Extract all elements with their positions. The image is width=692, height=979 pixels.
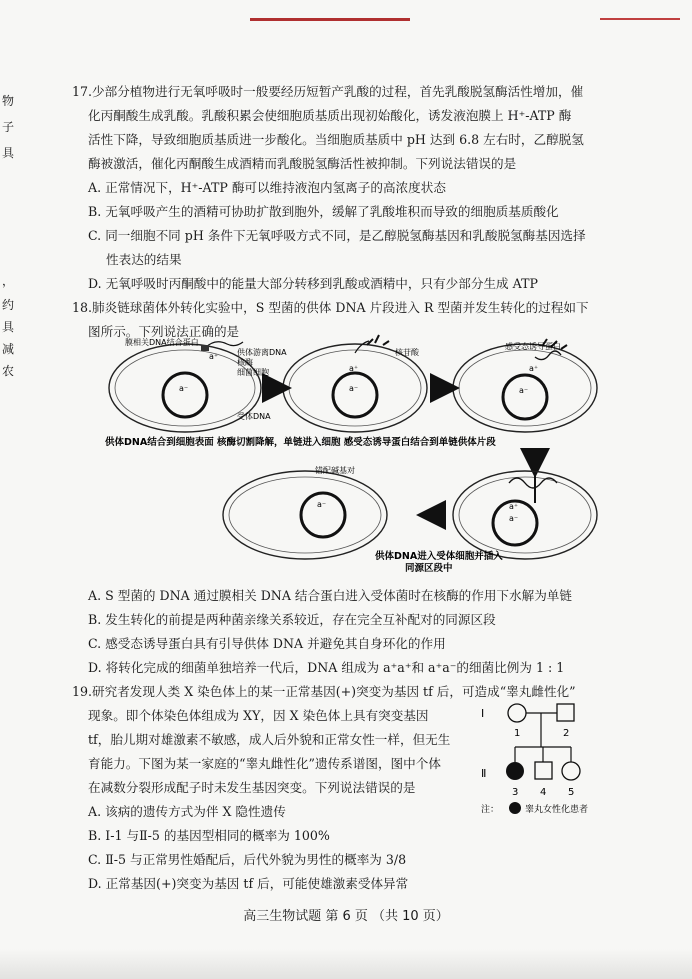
- gene-label: a⁻: [317, 500, 327, 509]
- question-17-option-a: A. 正常情况下，H⁺-ATP 酶可以维持液泡内氢离子的高浓度状态: [88, 180, 446, 195]
- recipient-dna-circle: [333, 373, 377, 417]
- scan-shadow: [0, 949, 692, 979]
- gene-label: a⁻: [519, 386, 529, 395]
- margin-char: 约: [2, 298, 15, 312]
- label-competence-protein: 感受态诱导蛋白: [505, 342, 561, 351]
- legend-prefix: 注：: [481, 805, 500, 815]
- label-mismatch: 错配碱基对: [315, 466, 355, 475]
- individual-II-5-female: [562, 762, 580, 780]
- figure-caption-row1: 供体DNA结合到细胞表面 核酶切割降解，单链进入细胞 感受态诱导蛋白结合到单链供体片段: [105, 437, 496, 448]
- individual-number: 3: [512, 787, 519, 798]
- gene-label: a⁺: [509, 502, 519, 511]
- gene-label: a⁻: [179, 384, 189, 393]
- margin-char: ，: [2, 274, 15, 288]
- generation-label-1: Ⅰ: [481, 707, 485, 720]
- margin-char: 物: [2, 94, 15, 108]
- recipient-dna-circle: [503, 375, 547, 419]
- individual-II-4-male: [535, 762, 552, 779]
- gene-label: a⁺: [529, 364, 539, 373]
- individual-number: 1: [514, 728, 521, 739]
- question-19-option-a: A. 该病的遗传方式为伴 X 隐性遗传: [88, 804, 286, 819]
- gene-label: a⁺: [349, 364, 359, 373]
- question-18-stem-line: 18.肺炎链球菌体外转化实验中，S 型菌的供体 DNA 片段进入 R 型菌并发生转化的过程如下: [72, 300, 589, 315]
- recipient-dna-circle: [163, 373, 207, 417]
- question-19-stem-line: 19.研究者发现人类 X 染色体上的某一正常基因(+)突变为基因 tf 后，可造成“睾丸雌性化”: [72, 684, 576, 699]
- individual-I-2-male: [557, 704, 574, 721]
- label-cell-membrane: 细菌细胞: [237, 368, 269, 377]
- individual-number: 2: [563, 728, 570, 739]
- question-17-option-b: B. 无氧呼吸产生的酒精可协助扩散到胞外，缓解了乳酸堆积而导致的细胞质基质酸化: [88, 204, 559, 219]
- generation-label-2: Ⅱ: [481, 767, 487, 780]
- label-free-dna: 供体游离DNA: [237, 348, 287, 357]
- label-recipient-dna: 受体DNA: [237, 412, 271, 421]
- label-nucleotide: 核苷酸: [395, 348, 419, 357]
- question-19-stem-line: 育能力。下图为某一家庭的“睾丸雌性化”遗传系谱图，图中个体: [88, 756, 441, 771]
- question-19-option-b: B. Ⅰ-1 与Ⅱ-5 的基因型相同的概率为 100%: [88, 828, 330, 843]
- question-17-stem-line: 化丙酮酸生成乳酸。乳酸积累会使细胞质基质出现初始酸化，诱发液泡膜上 H⁺-ATP 酶: [88, 108, 572, 123]
- question-18-option-b: B. 发生转化的前提是两种菌亲缘关系较近，存在完全互补配对的同源区段: [88, 612, 496, 627]
- margin-char: 具: [2, 146, 15, 160]
- question-19-stem-line: 现象。即个体染色体组成为 XY，因 X 染色体上具有突变基因: [88, 708, 429, 723]
- legend-text: 睾丸女性化患者: [525, 805, 589, 815]
- legend-affected-icon: [509, 802, 521, 814]
- margin-char: 具: [2, 320, 15, 334]
- question-18-option-c: C. 感受态诱导蛋白具有引导供体 DNA 并避免其自身环化的作用: [88, 636, 446, 651]
- cell-5: [223, 471, 387, 559]
- top-rule-left: [250, 18, 410, 21]
- question-18-stem-line: 图所示。下列说法正确的是: [88, 324, 240, 339]
- margin-char: 农: [2, 364, 15, 378]
- margin-char: 减: [2, 342, 15, 356]
- figure-caption-row2-line1: 供体DNA进入受体细胞并插入: [375, 551, 503, 562]
- label-membrane-protein: 膜相关DNA结合蛋白: [125, 338, 199, 347]
- page-footer: 高三生物试题 第 6 页 （共 10 页）: [243, 909, 449, 924]
- individual-II-3-affected: [506, 762, 524, 780]
- label-nuclease: 核酶: [237, 358, 253, 367]
- individual-number: 4: [540, 787, 547, 798]
- question-17: [72, 80, 617, 296]
- question-18-option-d: D. 将转化完成的细菌单独培养一代后，DNA 组成为 a⁺a⁺和 a⁺a⁻的细菌比例为 1 : 1: [88, 660, 565, 675]
- question-17-option-c: C. 同一细胞不同 pH 条件下无氧呼吸方式不同，是乙醇脱氢酶基因和乳酸脱氢酶基因选择: [88, 228, 586, 243]
- question-17-stem-line: 活性下降，导致细胞质基质进一步酸化。当细胞质基质中 pH 达到 6.8 左右时，乙醇脱氢: [88, 132, 584, 147]
- question-17-stem-line: 17.少部分植物进行无氧呼吸时一般要经历短暂产乳酸的过程，首先乳酸脱氢酶活性增加，催: [72, 84, 584, 99]
- question-19-option-c: C. Ⅱ-5 与正常男性婚配后，后代外貌为男性的概率为 3/8: [88, 852, 407, 867]
- gene-label: a⁺: [209, 352, 219, 361]
- margin-char: 子: [2, 120, 15, 134]
- figure-caption-row2-line2: 同源区段中: [405, 563, 453, 573]
- gene-label: a⁻: [509, 514, 519, 523]
- cell-4: [453, 471, 597, 559]
- top-rule-right: [600, 18, 680, 20]
- question-17-option-d: D. 无氧呼吸时丙酮酸中的能量大部分转移到乳酸或酒精中，只有少部分生成 ATP: [88, 276, 538, 291]
- transformation-figure: [105, 333, 610, 573]
- question-18-option-a: A. S 型菌的 DNA 通过膜相关 DNA 结合蛋白进入受体菌时在核酶的作用下水解为单链: [88, 588, 572, 603]
- individual-I-1-female: [508, 704, 526, 722]
- question-19-stem-line: tf，胎儿期对雄激素不敏感，成人后外貌和正常女性一样，但无生: [88, 732, 451, 747]
- question-19-stem-line: 在减数分裂形成配子时未发生基因突变。下列说法错误的是: [88, 780, 416, 795]
- question-19-option-d: D. 正常基因(+)突变为基因 tf 后，可能使雄激素受体异常: [88, 876, 409, 891]
- question-17-stem-line: 酶被激活，催化丙酮酸生成酒精而乳酸脱氢酶活性被抑制。下列说法错误的是: [88, 156, 517, 171]
- gene-label: a⁻: [349, 384, 359, 393]
- pedigree-chart: [475, 695, 625, 815]
- question-17-option-c-cont: 性表达的结果: [106, 252, 182, 267]
- individual-number: 5: [568, 787, 575, 798]
